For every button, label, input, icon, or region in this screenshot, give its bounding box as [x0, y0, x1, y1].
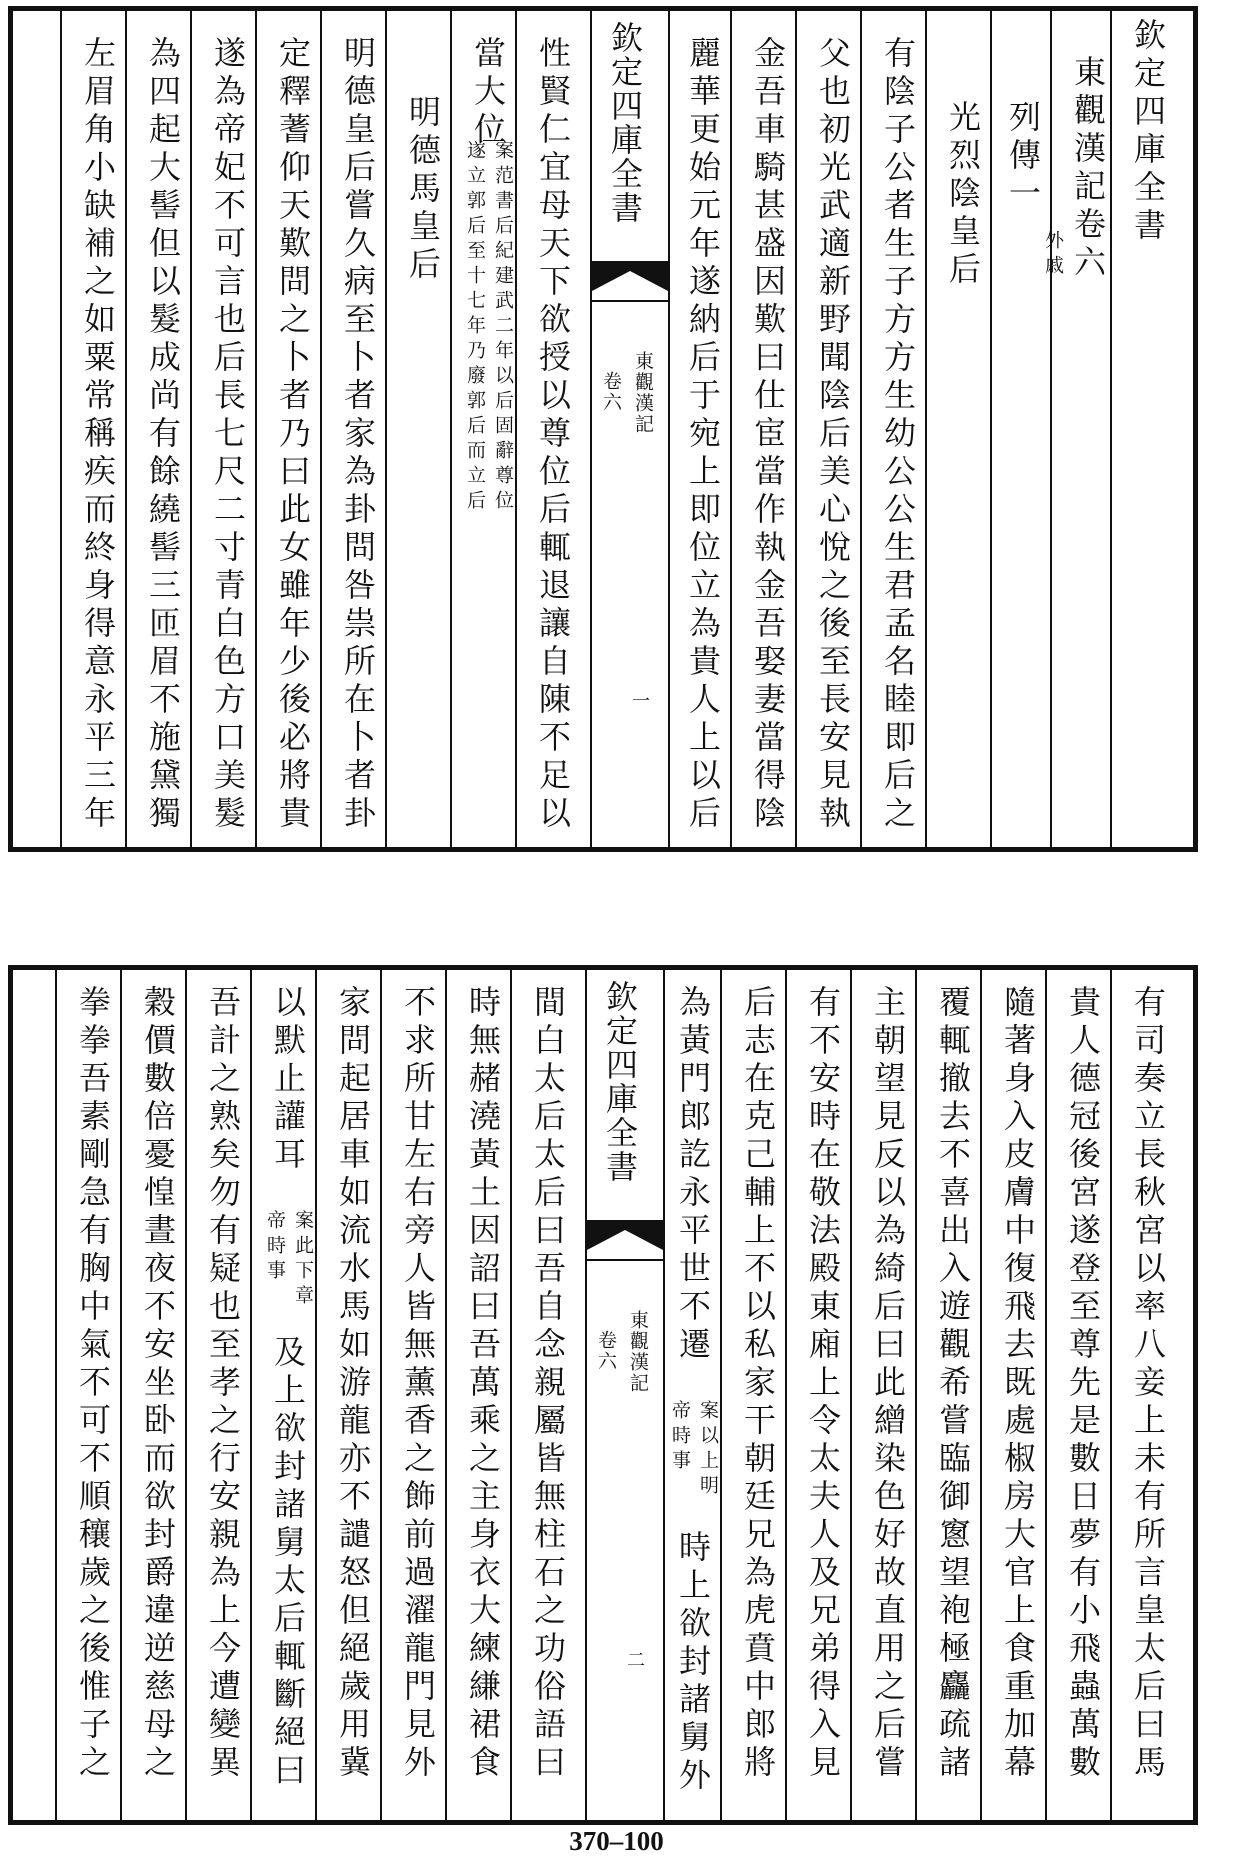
text-column: 家問起居車如流水馬如游龍亦不譴怒但絕歲用冀	[334, 985, 372, 1783]
column-rule	[785, 970, 787, 1820]
text-column: 左眉角小缺補之如粟常稱疾而終身得意永平三年	[79, 36, 117, 834]
top-section-heading: 列傳一	[1004, 100, 1042, 214]
column-rule	[730, 11, 732, 847]
center-fold-volume: 卷六	[595, 1330, 617, 1372]
annotation-column: 帝時事	[264, 1210, 286, 1285]
column-rule	[1050, 11, 1052, 847]
column-rule	[125, 11, 127, 847]
text-column: 父也初光武適新野聞陰后美心悅之後至長安見執	[814, 36, 852, 834]
text-column: 有不安時在敬法殿東廂上令太夫人及兄弟得入見	[804, 985, 842, 1783]
column-rule	[860, 11, 862, 847]
top-entry1-title: 光烈陰皇后	[944, 100, 982, 290]
column-rule	[915, 970, 917, 1820]
column-rule	[795, 11, 797, 847]
column-rule	[60, 11, 62, 847]
column-rule	[250, 970, 252, 1820]
text-column: 遂為帝妃不可言也后長七尺二寸青白色方口美髮	[209, 36, 247, 834]
column-rule	[720, 970, 722, 1820]
top-section-note: 外戚	[1042, 230, 1064, 280]
center-fold-book: 東觀漢記	[632, 351, 654, 435]
text-column: 穀價數倍憂惶晝夜不安坐卧而欲封爵違逆慈母之	[139, 985, 177, 1783]
column-rule	[55, 970, 57, 1820]
fishtail-mark-icon	[587, 1220, 663, 1280]
bottom-center-fold	[585, 970, 665, 1820]
text-column: 覆輒撤去不喜出入遊觀希嘗臨御窻望袍極麤疏諸	[934, 985, 972, 1783]
text-column: 性賢仁宜母天下欲授以尊位后輒退讓自陳不足以	[534, 36, 572, 834]
text-column: 時上欲封諸舅外	[674, 1530, 712, 1796]
center-fold-volume: 卷六	[600, 371, 622, 413]
text-column: 貴人德冠後宮遂登至尊先是數日夢有小飛蟲萬數	[1064, 985, 1102, 1783]
column-rule	[1110, 970, 1112, 1820]
column-rule	[1045, 970, 1047, 1820]
annotation-column: 案以上明	[697, 1400, 719, 1500]
column-rule	[450, 11, 452, 847]
center-fold-book: 東觀漢記	[627, 1310, 649, 1394]
text-column: 定釋蓍仰天歎問之卜者乃曰此女雖年少後必將貴	[274, 36, 312, 834]
column-rule	[320, 11, 322, 847]
annotation-column: 案此下章	[292, 1210, 314, 1310]
text-column: 及上欲封諸舅太后輒斷絕曰	[269, 1335, 307, 1791]
text-column: 為四起大髻但以髮成尚有餘繞髻三匝眉不施黛獨	[144, 36, 182, 834]
column-rule	[315, 970, 317, 1820]
text-column: 拳拳吾素剛急有胸中氣不可不順穰歲之後惟子之	[74, 985, 112, 1783]
center-fold-page: 二	[624, 1650, 645, 1668]
center-fold-title: 欽定四庫全書	[606, 21, 644, 225]
annotation-column: 帝時事	[669, 1400, 691, 1475]
column-rule	[980, 970, 982, 1820]
center-fold-title: 欽定四庫全書	[601, 980, 639, 1184]
column-rule	[850, 970, 852, 1820]
fishtail-mark-icon	[592, 261, 668, 321]
text-column: 隨著身入皮膚中復飛去既處椒房大官上食重加幕	[999, 985, 1037, 1783]
column-rule	[990, 11, 992, 847]
annotation-column: 遂立郭后至十七年乃廢郭后而立后	[464, 140, 486, 515]
text-column: 吾計之熟矣勿有疑也至孝之行安親為上今遭變異	[204, 985, 242, 1783]
text-column: 后志在克己輔上不以私家干朝廷兄為虎賁中郎將	[739, 985, 777, 1783]
column-rule	[255, 11, 257, 847]
top-entry2-title: 明德馬皇后	[404, 95, 442, 285]
column-rule	[380, 970, 382, 1820]
text-column: 明德皇后嘗久病至卜者家為卦問咎祟所在卜者卦	[339, 36, 377, 834]
page-number: 370–100	[569, 1826, 664, 1856]
column-rule	[120, 970, 122, 1820]
column-rule	[190, 11, 192, 847]
top-center-fold	[590, 11, 670, 847]
text-column: 麗華更始元年遂納后于宛上即位立為貴人上以后	[684, 36, 722, 834]
text-column: 間白太后太后曰吾自念親屬皆無柱石之功俗語曰	[529, 985, 567, 1783]
text-column: 主朝望見反以為綺后曰此繒染色好故直用之后嘗	[869, 985, 907, 1783]
annotation-column: 案范書后紀建武二年以后固辭尊位	[492, 140, 514, 515]
column-rule	[185, 970, 187, 1820]
center-fold-page: 一	[629, 691, 650, 709]
column-rule	[385, 11, 387, 847]
text-column: 不求所甘左右旁人皆無薰香之飾前過濯龍門見外	[399, 985, 437, 1783]
column-rule	[510, 970, 512, 1820]
text-column: 時無赭澆黃土因詔曰吾萬乘之主身衣大練縑裙食	[464, 985, 502, 1783]
text-column: 金吾車騎甚盛因歎曰仕宦當作執金吾娶妻當得陰	[749, 36, 787, 834]
column-rule	[925, 11, 927, 847]
top-book-title: 東觀漢記卷六	[1069, 55, 1107, 283]
text-column: 為黃門郎訖永平世不遷	[674, 985, 712, 1365]
text-column: 以默止讙耳	[269, 985, 307, 1175]
text-column: 有陰子公者生子方方生幼公公生君孟名睦即后之	[879, 36, 917, 834]
text-column: 當大位	[469, 36, 507, 150]
top-header-title: 欽定四庫全書	[1129, 18, 1167, 246]
column-rule	[445, 970, 447, 1820]
text-column: 有司奏立長秋宮以率八妾上未有所言皇太后曰馬	[1129, 985, 1167, 1783]
